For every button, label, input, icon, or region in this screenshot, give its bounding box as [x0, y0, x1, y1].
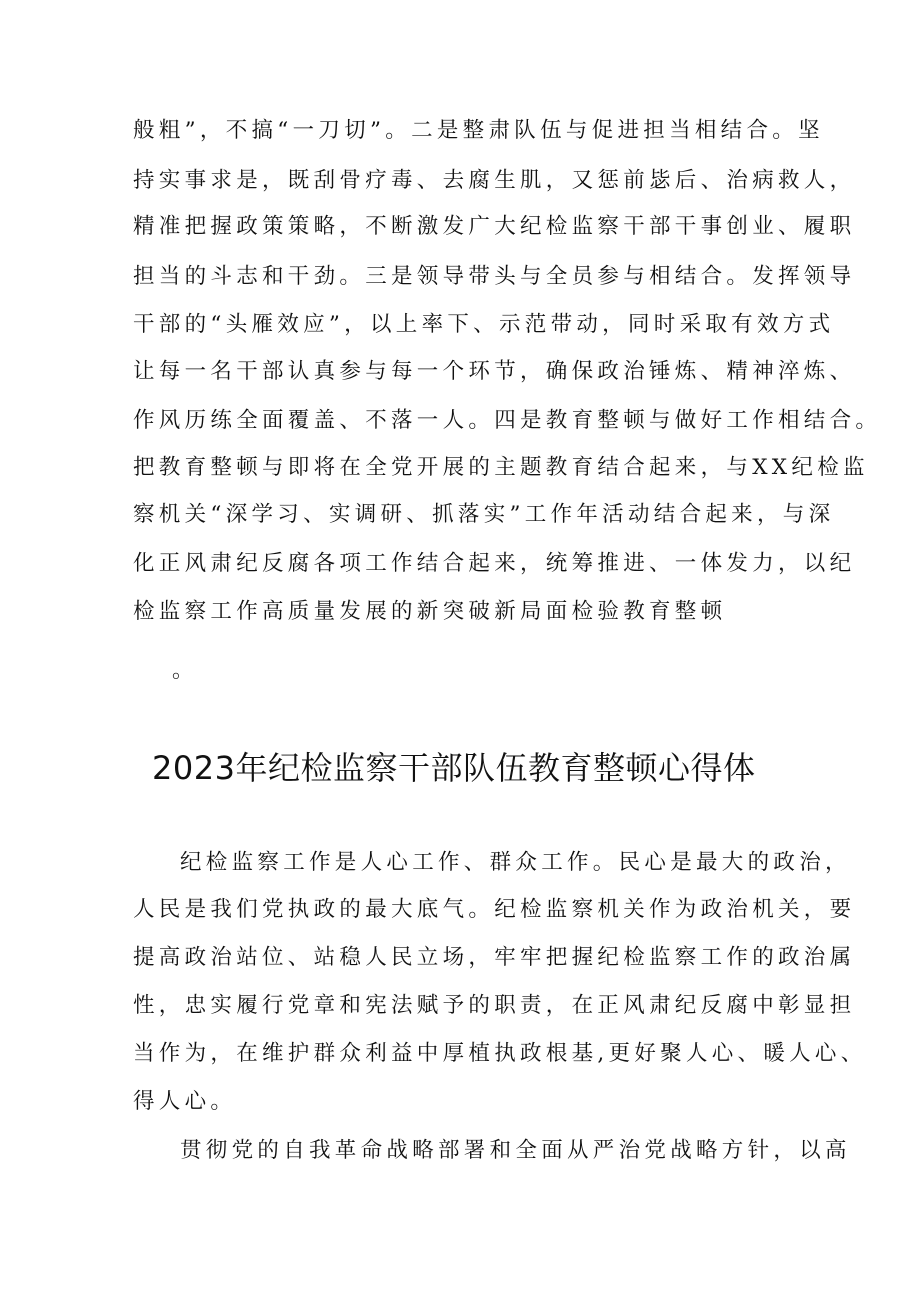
text-line: 贯彻党的自我革命战略部署和全面从严治党战略方针，以高 — [180, 1138, 851, 1163]
text-line: 担当的斗志和干劲。三是领导带头与全员参与相结合。发挥领导 — [133, 264, 856, 289]
text-line: 作风历练全面覆盖、不落一人。四是教育整顿与做好工作相结合。 — [133, 408, 882, 433]
text-line: 当作为，在维护群众利益中厚植执政根基,更好聚人心、暖人心、 — [133, 1041, 867, 1066]
text-line: 化正风肃纪反腐各项工作结合起来，统筹推进、一体发力，以纪 — [133, 551, 856, 576]
text-line: 精准把握政策策略，不断激发广大纪检监察干部干事创业、履职 — [133, 214, 856, 239]
text-line: 人民是我们党执政的最大底气。纪检监察机关作为政治机关，要 — [133, 897, 856, 922]
text-line: 检监察工作高质量发展的新突破新局面检验教育整顿 — [133, 599, 727, 624]
text-line: 察机关“深学习、实调研、抓落实”工作年活动结合起来，与深 — [133, 502, 835, 527]
text-line: 提高政治站位、站稳人民立场，牢牢把握纪检监察工作的政治属 — [133, 945, 856, 970]
text-line: 性，忠实履行党章和宪法赋予的职责，在正风肃纪反腐中彰显担 — [133, 993, 856, 1018]
text-line: 持实事求是，既刮骨疗毒、去腐生肌，又惩前毖后、治病救人， — [133, 168, 856, 193]
text-line: 干部的“头雁效应”，以上率下、示范带动，同时采取有效方式 — [133, 312, 835, 337]
trailing-period: 。 — [172, 658, 198, 683]
text-line: 让每一名干部认真参与每一个环节，确保政治锤炼、精神淬炼、 — [133, 359, 856, 384]
page-title: 2023年纪检监察干部队伍教育整顿心得体 — [152, 749, 756, 787]
text-line: 般粗”，不搞“一刀切”。二是整肃队伍与促进担当相结合。坚 — [133, 118, 824, 143]
text-line: 纪检监察工作是人心工作、群众工作。民心是最大的政治， — [180, 850, 851, 875]
text-line: 得人心。 — [133, 1089, 237, 1114]
text-line: 把教育整顿与即将在全党开展的主题教育结合起来，与XX纪检监 — [133, 455, 869, 480]
